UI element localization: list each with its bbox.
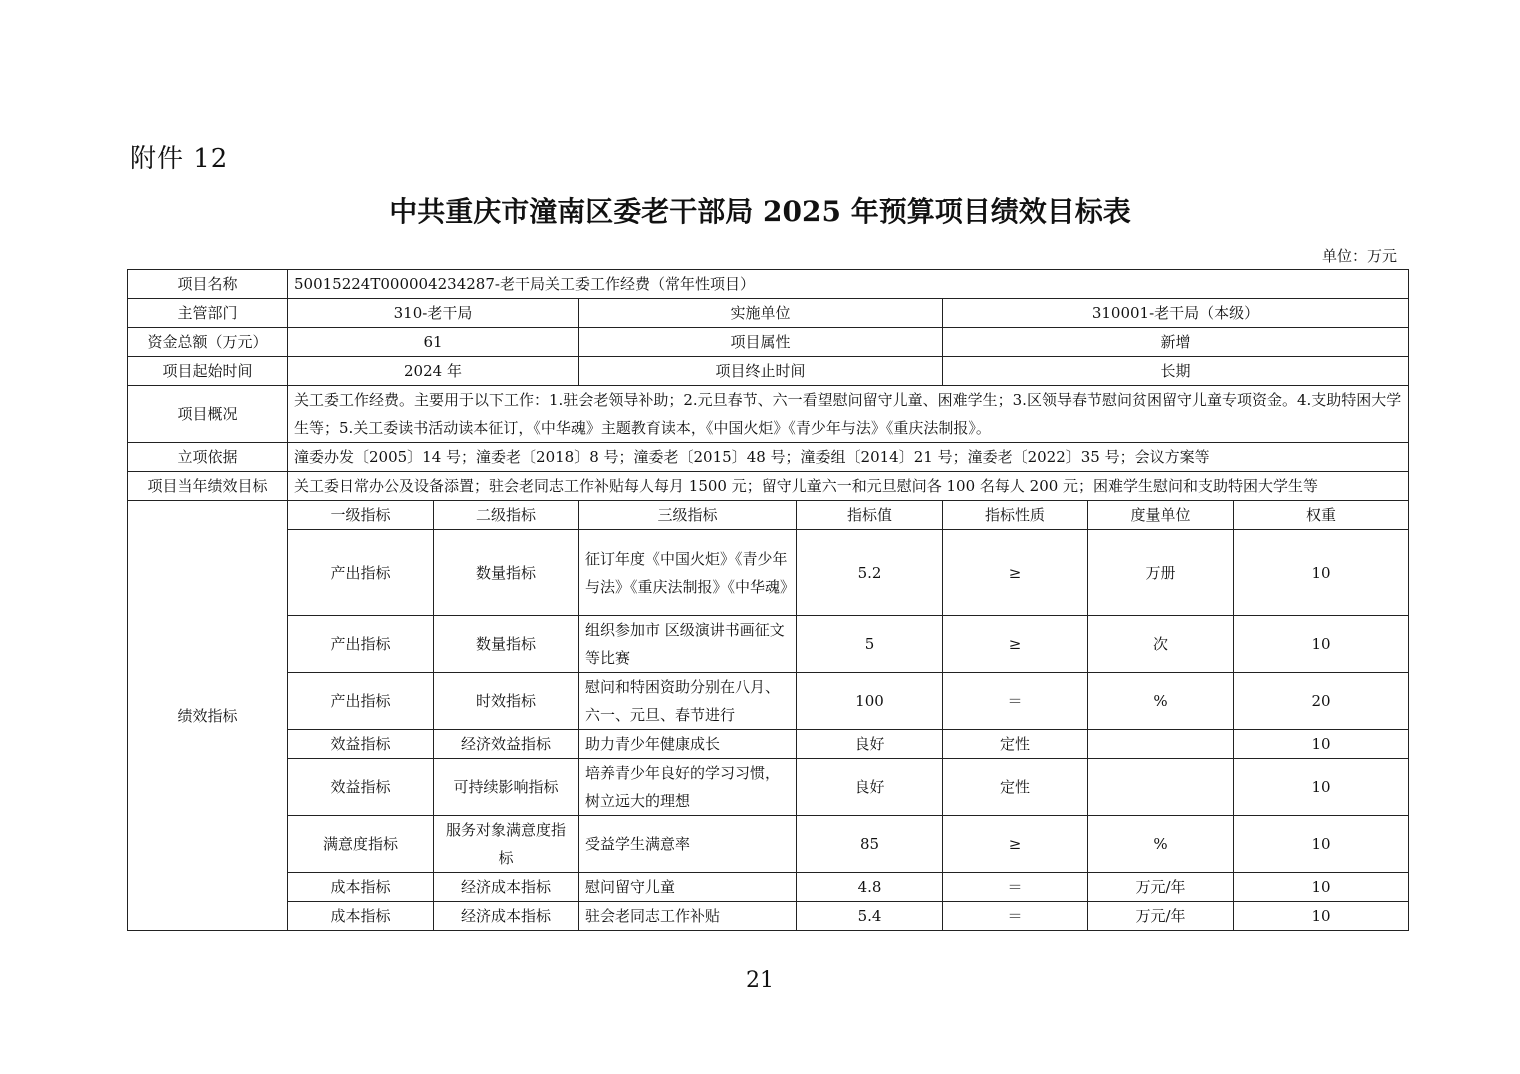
row-fund [128, 328, 1409, 357]
unit-cell: % [1088, 673, 1234, 730]
nature-cell: ＝ [943, 673, 1088, 730]
table-row [128, 530, 1409, 616]
level1-cell: 产出指标 [288, 616, 434, 673]
indicator-header-row [128, 501, 1409, 530]
level1-cell: 产出指标 [288, 530, 434, 616]
level1-cell: 成本指标 [288, 873, 434, 902]
value-cell: 良好 [797, 730, 943, 759]
attr-value: 新增 [943, 328, 1409, 357]
value-cell: 5.4 [797, 902, 943, 931]
level1-cell: 产出指标 [288, 673, 434, 730]
table-row [128, 873, 1409, 902]
level3-cell: 慰问和特困资助分别在八月、六一、元旦、春节进行 [579, 673, 797, 730]
level1-cell: 满意度指标 [288, 816, 434, 873]
table-row [128, 730, 1409, 759]
value-cell: 100 [797, 673, 943, 730]
unit-label: 单位：万元 [1321, 247, 1397, 265]
level3-cell: 助力青少年健康成长 [579, 730, 797, 759]
attachment-label: 附件 12 [130, 144, 229, 174]
unit-cell: 万册 [1088, 530, 1234, 616]
weight-cell: 10 [1234, 902, 1409, 931]
weight-cell: 20 [1234, 673, 1409, 730]
level1-cell: 效益指标 [288, 730, 434, 759]
row-overview [128, 386, 1409, 443]
level2-cell: 经济成本指标 [434, 873, 579, 902]
value-cell: 良好 [797, 759, 943, 816]
level2-cell: 数量指标 [434, 616, 579, 673]
performance-table [127, 269, 1409, 931]
impl-label: 实施单位 [579, 299, 943, 328]
impl-value: 310001-老干局（本级） [943, 299, 1409, 328]
nature-cell: ≥ [943, 816, 1088, 873]
value-cell: 5 [797, 616, 943, 673]
unit-cell: 万元/年 [1088, 902, 1234, 931]
row-goal [128, 472, 1409, 501]
level3-cell: 慰问留守儿童 [579, 873, 797, 902]
nature-cell: ＝ [943, 873, 1088, 902]
basis-label: 立项依据 [128, 443, 288, 472]
row-project-name [128, 270, 1409, 299]
level1-cell: 效益指标 [288, 759, 434, 816]
unit-cell [1088, 730, 1234, 759]
weight-cell: 10 [1234, 759, 1409, 816]
fund-label: 资金总额（万元） [128, 328, 288, 357]
unit-cell [1088, 759, 1234, 816]
attr-label: 项目属性 [579, 328, 943, 357]
level2-cell: 服务对象满意度指标 [434, 816, 579, 873]
level3-cell: 驻会老同志工作补贴 [579, 902, 797, 931]
header-level2: 二级指标 [434, 501, 579, 530]
nature-cell: 定性 [943, 730, 1088, 759]
table-row [128, 616, 1409, 673]
row-time [128, 357, 1409, 386]
overview-value: 关工委工作经费。主要用于以下工作：1.驻会老领导补助；2.元旦春节、六一看望慰问留守儿童、困难学生；3.区领导春节慰问贫困留守儿童专项资金。4.支助特困大学生等；5.关工委读书活动读本征订，《中华魂》主题教育读本，《中国火炬》《青少年与法》《重庆法制报》。 [288, 386, 1409, 443]
unit-cell: % [1088, 816, 1234, 873]
level1-cell: 成本指标 [288, 902, 434, 931]
table-row [128, 816, 1409, 873]
indicators-section-label: 绩效指标 [128, 501, 288, 931]
header-value: 指标值 [797, 501, 943, 530]
goal-label: 项目当年绩效目标 [128, 472, 288, 501]
value-cell: 85 [797, 816, 943, 873]
weight-cell: 10 [1234, 873, 1409, 902]
end-label: 项目终止时间 [579, 357, 943, 386]
nature-cell: ≥ [943, 616, 1088, 673]
weight-cell: 10 [1234, 816, 1409, 873]
dept-label: 主管部门 [128, 299, 288, 328]
level3-cell: 组织参加市 区级演讲书画征文等比赛 [579, 616, 797, 673]
level3-cell: 培养青少年良好的学习习惯，树立远大的理想 [579, 759, 797, 816]
header-weight: 权重 [1234, 501, 1409, 530]
goal-value: 关工委日常办公及设备添置；驻会老同志工作补贴每人每月 1500 元；留守儿童六一和元旦慰问各 100 名每人 200 元；困难学生慰问和支助特困大学生等 [288, 472, 1409, 501]
level2-cell: 数量指标 [434, 530, 579, 616]
basis-value: 潼委办发〔2005〕14 号；潼委老〔2018〕8 号；潼委老〔2015〕48 号；潼委组〔2014〕21 号；潼委老〔2022〕35 号；会议方案等 [288, 443, 1409, 472]
weight-cell: 10 [1234, 730, 1409, 759]
table-row [128, 673, 1409, 730]
nature-cell: 定性 [943, 759, 1088, 816]
nature-cell: ＝ [943, 902, 1088, 931]
header-nature: 指标性质 [943, 501, 1088, 530]
level2-cell: 经济效益指标 [434, 730, 579, 759]
project-name-value: 50015224T000004234287-老干局关工委工作经费（常年性项目） [288, 270, 1409, 299]
row-department [128, 299, 1409, 328]
table-row [128, 759, 1409, 816]
level3-cell: 受益学生满意率 [579, 816, 797, 873]
weight-cell: 10 [1234, 616, 1409, 673]
value-cell: 4.8 [797, 873, 943, 902]
page-number: 21 [746, 968, 774, 993]
document-title: 中共重庆市潼南区委老干部局 2025 年预算项目绩效目标表 [389, 195, 1131, 228]
overview-label: 项目概况 [128, 386, 288, 443]
start-value: 2024 年 [288, 357, 579, 386]
end-value: 长期 [943, 357, 1409, 386]
level2-cell: 时效指标 [434, 673, 579, 730]
table-row [128, 902, 1409, 931]
unit-cell: 次 [1088, 616, 1234, 673]
header-level3: 三级指标 [579, 501, 797, 530]
unit-cell: 万元/年 [1088, 873, 1234, 902]
weight-cell: 10 [1234, 530, 1409, 616]
level2-cell: 可持续影响指标 [434, 759, 579, 816]
level2-cell: 经济成本指标 [434, 902, 579, 931]
value-cell: 5.2 [797, 530, 943, 616]
level3-cell: 征订年度《中国火炬》《青少年与法》《重庆法制报》《中华魂》 [579, 530, 797, 616]
project-name-label: 项目名称 [128, 270, 288, 299]
nature-cell: ≥ [943, 530, 1088, 616]
fund-value: 61 [288, 328, 579, 357]
dept-value: 310-老干局 [288, 299, 579, 328]
row-basis [128, 443, 1409, 472]
start-label: 项目起始时间 [128, 357, 288, 386]
header-unit: 度量单位 [1088, 501, 1234, 530]
header-level1: 一级指标 [288, 501, 434, 530]
